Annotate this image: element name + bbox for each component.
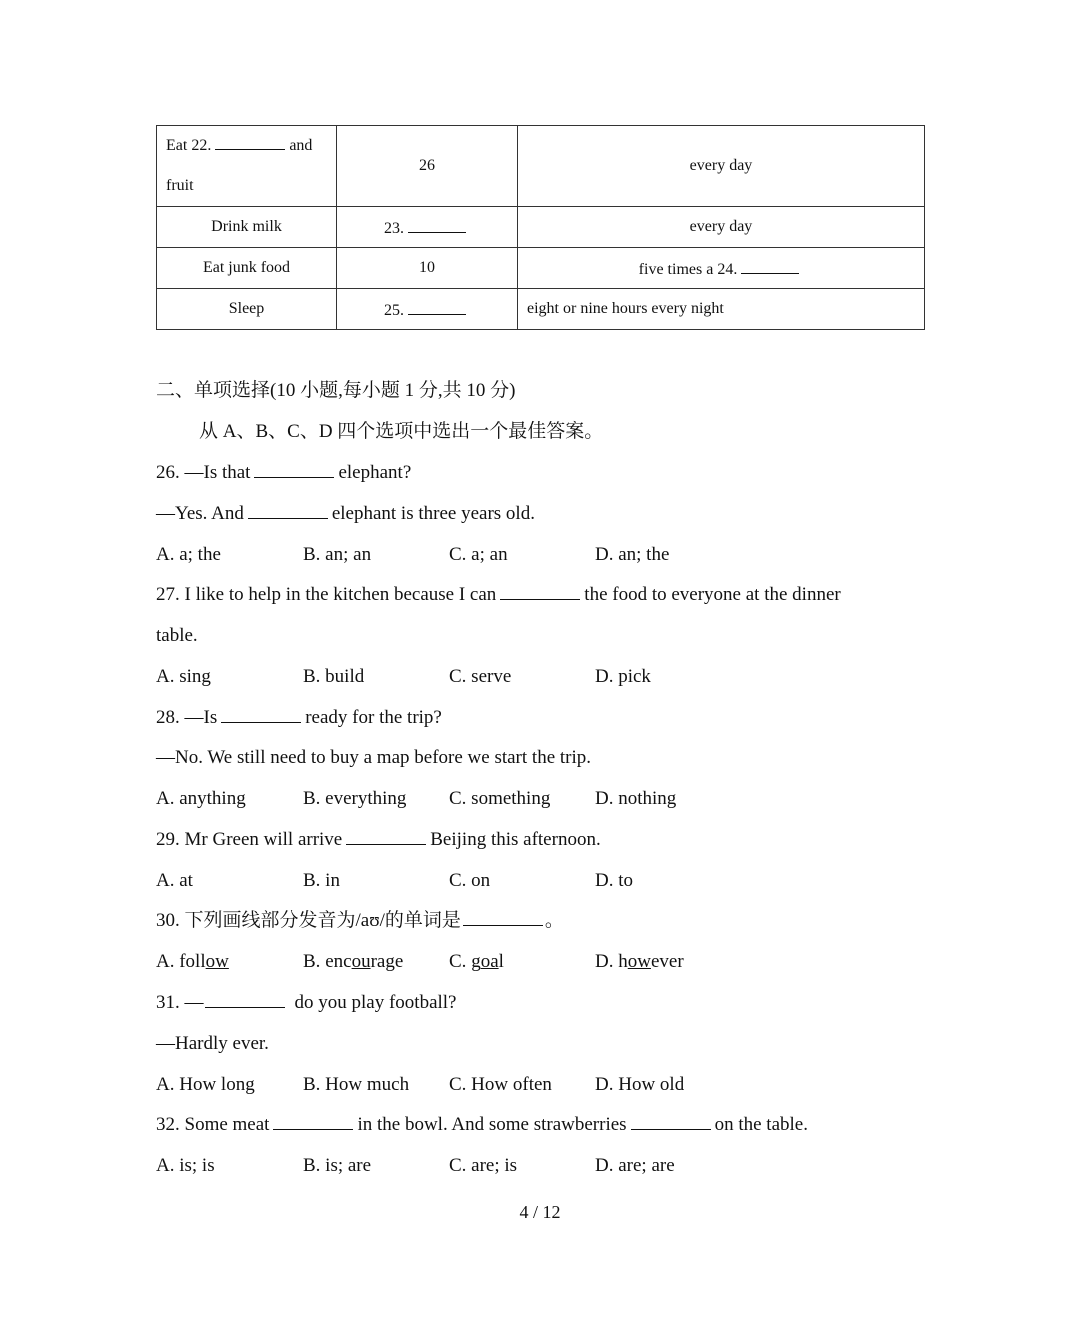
table-cell: eight or nine hours every night [518,289,925,330]
question-30 [156,909,564,933]
option-a[interactable]: A. is; is [156,1155,215,1176]
table-cell: Eat junk food [157,248,337,289]
question-text: 31. — [156,992,204,1013]
question-31 [156,991,457,1015]
cell-text: 23. [384,220,404,237]
question-28-options [156,787,924,811]
option-a[interactable]: A. sing [156,666,211,687]
table-cell [518,248,925,289]
answer-blank[interactable] [273,1113,353,1130]
option-b[interactable]: B. encourage [303,951,404,972]
table-cell [157,126,337,207]
cell-text: 25. [384,302,404,319]
answer-blank[interactable] [346,828,426,845]
question-text: 28. —Is [156,707,218,728]
table-cell: 10 [337,248,518,289]
option-b[interactable]: B. build [303,666,365,687]
option-b[interactable]: B. everything [303,788,407,809]
question-text: in the bowl. And some strawberries [357,1114,627,1135]
underlined-part: ow [205,951,229,972]
option-c[interactable]: C. serve [449,666,512,687]
question-text: 29. Mr Green will arrive [156,829,343,850]
option-c[interactable]: C. on [449,870,491,891]
question-26-options [156,543,924,567]
question-text: 32. Some meat [156,1114,270,1135]
cell-text: fruit [166,177,194,194]
table-row [157,126,925,207]
underlined-part: oa [480,951,499,972]
table-row [157,289,925,330]
section-instruction: 从 A、B、C、D 四个选项中选出一个最佳答案。 [199,421,604,442]
question-text: 27. I like to help in the kitchen because I can [156,584,497,605]
question-30-options [156,950,924,974]
table-row [157,207,925,248]
question-text: Beijing this afternoon. [430,829,601,850]
question-text: 26. —Is that [156,462,251,483]
question-text: ready for the trip? [305,707,442,728]
underlined-part: ou [351,951,371,972]
table-cell [337,207,518,248]
option-c[interactable]: C. something [449,788,551,809]
option-c[interactable]: C. goal [449,951,504,972]
cell-text: Eat 22. [166,137,212,154]
question-26-line2 [156,502,535,526]
option-d[interactable]: D. an; the [595,544,670,565]
question-29-options [156,869,924,893]
question-text: the food to everyone at the dinner [584,584,841,605]
question-28 [156,706,442,730]
table-cell: every day [518,126,925,207]
option-a[interactable]: A. anything [156,788,246,809]
option-d[interactable]: D. to [595,870,633,891]
answer-blank[interactable] [254,461,334,478]
section-title: 二、单项选择(10 小题,每小题 1 分,共 10 分) [156,380,516,401]
question-28-line2: —No. We still need to buy a map before we start the trip. [156,747,592,768]
cell-text: and [289,137,313,154]
question-text: elephant? [338,462,412,483]
question-text: 30. 下列画线部分发音为/aʊ/的单词是 [156,910,461,931]
health-habits-table [156,125,925,330]
table-row [157,248,925,289]
question-32-options [156,1154,924,1178]
answer-blank-25[interactable] [408,298,466,315]
table-cell: every day [518,207,925,248]
question-26 [156,461,411,485]
answer-blank-22[interactable] [215,133,285,150]
option-d[interactable]: D. How old [595,1074,685,1095]
option-d[interactable]: D. nothing [595,788,677,809]
question-31-line2: —Hardly ever. [156,1033,269,1054]
question-text: 。 [544,910,564,931]
underlined-part: ow [627,951,651,972]
option-d[interactable]: D. pick [595,666,651,687]
answer-blank[interactable] [463,909,543,926]
option-d[interactable]: D. however [595,951,684,972]
question-27 [156,583,924,607]
question-27-line2: table. [156,625,198,646]
page-number: 4 / 12 [519,1202,561,1222]
option-a[interactable]: A. follow [156,951,229,972]
question-text: —Yes. And [156,503,244,524]
option-d[interactable]: D. are; are [595,1155,675,1176]
answer-blank[interactable] [500,583,580,600]
table-cell: Drink milk [157,207,337,248]
option-c[interactable]: C. are; is [449,1155,518,1176]
answer-blank[interactable] [248,502,328,519]
table-cell: Sleep [157,289,337,330]
question-text: on the table. [714,1114,808,1135]
question-text: do you play football? [294,992,457,1013]
option-b[interactable]: B. is; are [303,1155,372,1176]
option-b[interactable]: B. How much [303,1074,410,1095]
question-32 [156,1113,808,1137]
cell-text: five times a 24. [638,261,738,278]
answer-blank-23[interactable] [408,216,466,233]
option-a[interactable]: A. at [156,870,193,891]
option-b[interactable]: B. an; an [303,544,372,565]
question-text: elephant is three years old. [331,503,535,524]
option-c[interactable]: C. a; an [449,544,508,565]
question-27-options [156,665,924,689]
option-a[interactable]: A. How long [156,1074,255,1095]
option-b[interactable]: B. in [303,870,340,891]
table-cell: 26 [337,126,518,207]
table-cell [337,289,518,330]
answer-blank[interactable] [205,991,285,1008]
answer-blank-24[interactable] [741,257,799,274]
question-29 [156,828,601,852]
option-c[interactable]: C. How often [449,1074,552,1095]
question-31-options [156,1073,924,1097]
answer-blank[interactable] [631,1113,711,1130]
answer-blank[interactable] [221,706,301,723]
option-a[interactable]: A. a; the [156,544,221,565]
